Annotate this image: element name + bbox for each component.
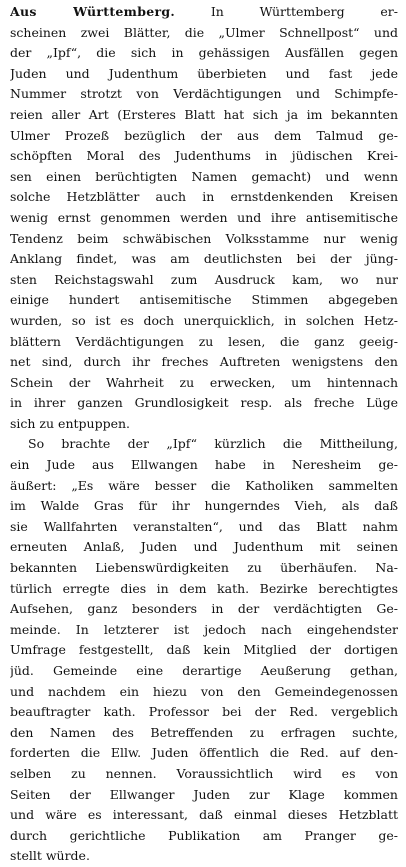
article-line: wenig ernst genommen werden und ihre antisemitische xyxy=(10,209,398,225)
article-line: meinde. In letzterer ist jedoch nach eingehendster xyxy=(10,621,398,637)
article-line: wurden, so ist es doch unerquicklich, in solchen Hetz- xyxy=(10,312,398,328)
article-line: forderten die Ellw. Juden öffentlich die Red. auf den- xyxy=(10,745,398,761)
article-line: selben zu nennen. Voraussichtlich wird es von xyxy=(10,765,398,781)
article-line: Aufsehen, ganz besonders in der verdächtigten Ge- xyxy=(10,601,398,617)
article-line: ein Jude aus Ellwangen habe in Neresheim ge- xyxy=(10,457,398,473)
article-line: solche Hetzblätter auch in ernstdenkenden Kreisen xyxy=(10,189,398,205)
article-line: äußert: „Es wäre besser die Katholiken sammelten xyxy=(10,477,398,493)
newspaper-article xyxy=(10,2,398,867)
article-line: Anklang findet, was am deutlichsten bei der jüng- xyxy=(10,251,398,267)
article-line: beauftragter kath. Professor bei der Red. vergeblich xyxy=(10,704,398,720)
article-line: türlich erregte dies in dem kath. Bezirke berechtigtes xyxy=(10,580,398,596)
article-line: net sind, durch ihr freches Auftreten wenigstens den xyxy=(10,354,398,370)
article-line: Umfrage festgestellt, daß kein Mitglied der dortigen xyxy=(10,642,398,658)
article-line: sten Reichstagswahl zum Ausdruck kam, wo nur xyxy=(10,271,398,287)
article-line: sen einen berüchtigten Namen gemacht) und wenn xyxy=(10,168,398,184)
article-line: einige hundert antisemitische Stimmen abgegeben xyxy=(10,292,398,308)
article-line: sich zu entpuppen. xyxy=(10,415,130,431)
article-line: bekannten Liebenswürdigkeiten zu überhäufen. Na- xyxy=(10,560,398,576)
article-line: schöpften Moral des Judenthums in jüdischen Krei- xyxy=(10,148,398,164)
article-line: Juden und Judenthum überbieten und fast jede xyxy=(10,65,398,81)
article-line: erneuten Anlaß, Juden und Judenthum mit seinen xyxy=(10,539,398,555)
article-line: stellt würde. xyxy=(10,848,90,864)
article-headline: Aus Württemberg. xyxy=(10,4,176,19)
article-line: im Walde Gras für ihr hungerndes Vieh, als daß xyxy=(10,498,398,514)
article-line: der „Ipf“, die sich in gehässigen Ausfällen gegen xyxy=(10,45,398,61)
article-line: und wäre es interessant, daß einmal dieses Hetzblatt xyxy=(10,807,398,823)
article-line: blättern Verdächtigungen zu lesen, die ganz geeig- xyxy=(10,333,398,349)
article-line: und nachdem ein hiezu von den Gemeindegenossen xyxy=(10,683,398,699)
article-line-1 xyxy=(10,2,398,23)
article-line: sie Wallfahrten veranstalten“, und das Blatt nahm xyxy=(10,518,398,534)
article-line: Nummer strotzt von Verdächtigungen und Schimpfe- xyxy=(10,86,398,102)
article-line: in ihrer ganzen Grundlosigkeit resp. als freche Lüge xyxy=(10,395,398,411)
article-line: reien aller Art (Ersteres Blatt hat sich ja im bekannten xyxy=(10,106,398,122)
article-line-text: In Württemberg er- xyxy=(175,4,398,19)
article-line: Seiten der Ellwanger Juden zur Klage kommen xyxy=(10,786,398,802)
article-line: So brachte der „Ipf“ kürzlich die Mittheilung, xyxy=(28,436,398,452)
article-line: scheinen zwei Blätter, die „Ulmer Schnellpost“ und xyxy=(10,24,398,40)
article-line: durch gerichtliche Publikation am Pranger ge- xyxy=(10,827,398,843)
article-line: den Namen des Betreffenden zu erfragen suchte, xyxy=(10,724,398,740)
article-line: Tendenz beim schwäbischen Volksstamme nur wenig xyxy=(10,230,398,246)
article-line: Ulmer Prozeß bezüglich der aus dem Talmud ge- xyxy=(10,127,398,143)
article-line: jüd. Gemeinde eine derartige Aeußerung gethan, xyxy=(10,663,398,678)
article-line: Schein der Wahrheit zu erwecken, um hintennach xyxy=(10,374,398,390)
